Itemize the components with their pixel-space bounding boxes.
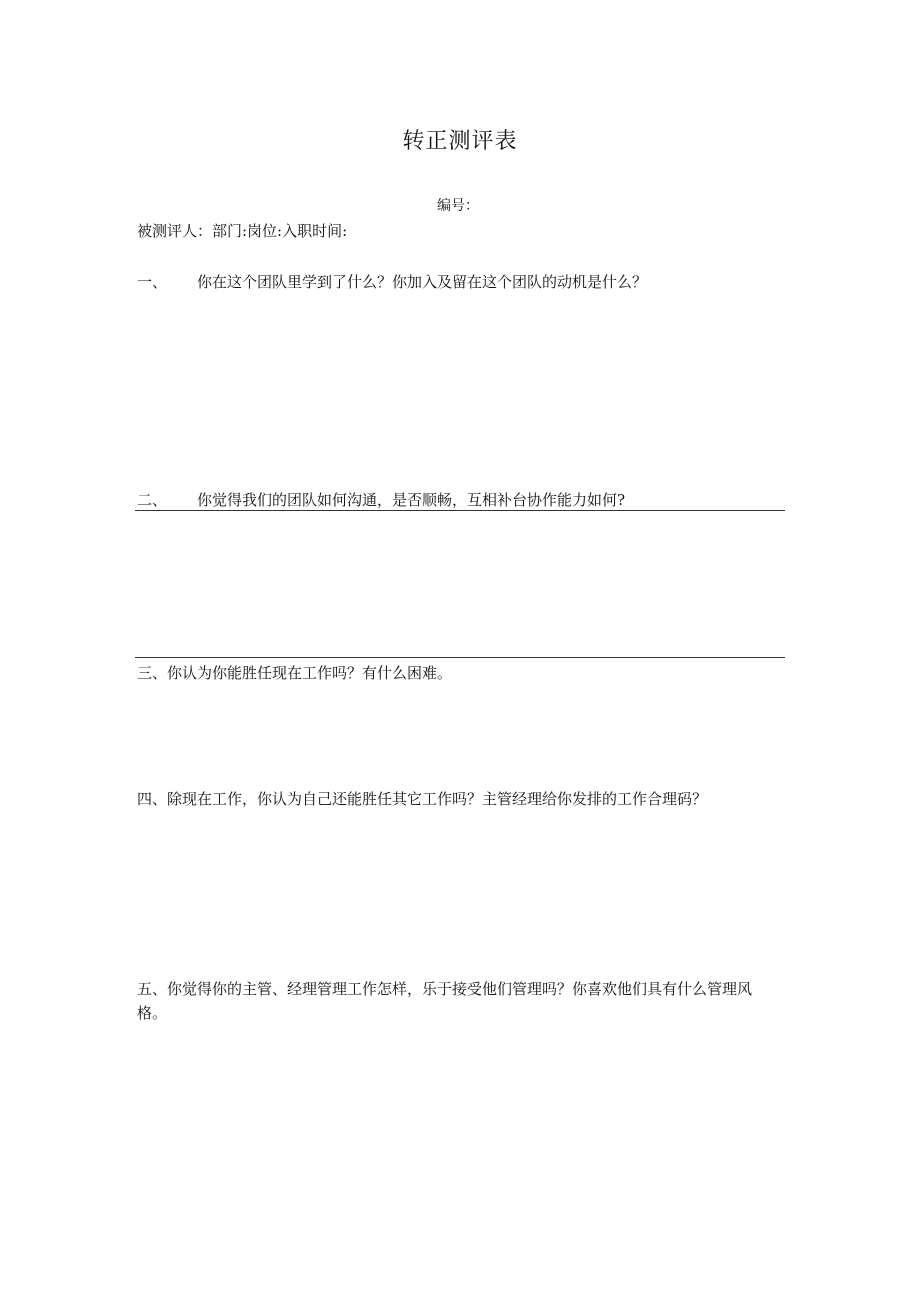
question-number: 三、: [137, 664, 168, 682]
serial-number-label: 编号：: [437, 198, 479, 214]
question-2: [137, 488, 625, 512]
question-5: [137, 977, 777, 1025]
question-text: 你觉得你的主管、经理管理工作怎样，乐于接受他们管理吗？你喜欢他们具有什么管理风格。: [137, 980, 753, 1022]
form-title: 转正测评表: [402, 129, 518, 154]
answer-divider: [135, 510, 785, 511]
question-3: [137, 661, 452, 685]
employee-info-line: 被测评人：部门:岗位:入职时间:: [137, 222, 348, 240]
question-text: 你认为你能胜任现在工作吗？有什么困难。: [167, 664, 453, 682]
question-number: 一、: [137, 273, 168, 291]
question-text: 你觉得我们的团队如何沟通，是否顺畅，互相补台协作能力如何?: [197, 491, 626, 509]
question-4: [137, 787, 777, 811]
question-number: 五、: [137, 980, 168, 998]
question-text: 你在这个团队里学到了什么？你加入及留在这个团队的动机是什么？: [197, 273, 648, 291]
question-number: 四、: [137, 790, 168, 808]
answer-divider: [135, 657, 785, 658]
question-number: 二、: [137, 491, 168, 509]
question-text: 除现在工作，你认为自己还能胜任其它工作吗？主管经理给你发排的工作合理码？: [167, 790, 708, 808]
question-1: [137, 270, 647, 294]
